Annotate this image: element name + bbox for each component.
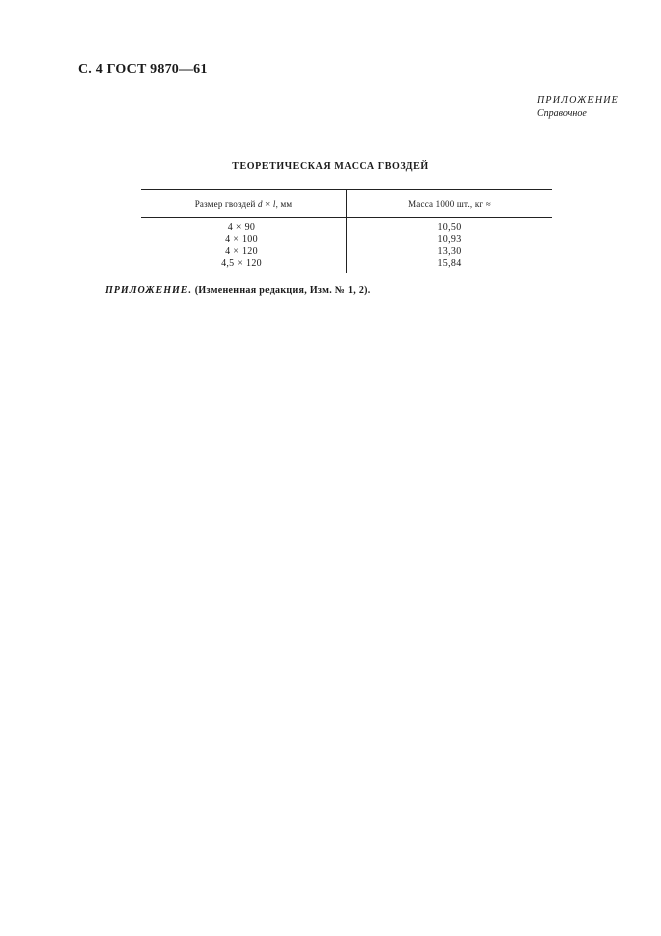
table-row — [141, 246, 552, 258]
column-header-size — [141, 190, 347, 218]
cell-size: 4,5 × 120 — [141, 258, 347, 273]
table-header-row — [141, 190, 552, 218]
cell-size: 4 × 100 — [141, 234, 347, 246]
column-header-mass: Масса 1000 шт., кг ≈ — [347, 190, 553, 218]
size-header-l: l — [272, 198, 276, 209]
size-header-prefix: Размер гвоздей — [194, 198, 258, 209]
appendix-title: ПРИЛОЖЕНИЕ — [537, 95, 619, 106]
cell-size: 4 × 90 — [141, 218, 347, 235]
amendment-note-text: (Измененная редакция, Изм. № 1, 2). — [191, 285, 371, 296]
nail-mass-table — [141, 189, 552, 273]
cell-mass: 10,50 — [437, 222, 462, 233]
table-row — [141, 258, 552, 273]
cell-mass: 13,30 — [437, 246, 462, 257]
size-header-times: × — [262, 198, 273, 209]
cell-size: 4 × 120 — [141, 246, 347, 258]
amendment-note-label: ПРИЛОЖЕНИЕ. — [105, 285, 192, 296]
cell-mass: 15,84 — [437, 258, 462, 269]
nail-mass-table-wrapper — [141, 189, 552, 273]
appendix-subtitle: Справочное — [537, 108, 587, 119]
size-header-d: d — [257, 198, 263, 209]
appendix-label-block — [537, 94, 619, 120]
size-header-unit: , мм — [275, 198, 293, 209]
table-row — [141, 218, 552, 235]
table-title: ТЕОРЕТИЧЕСКАЯ МАССА ГВОЗДЕЙ — [232, 161, 429, 172]
cell-mass: 10,93 — [437, 234, 462, 245]
amendment-note — [105, 285, 371, 296]
page-header: С. 4 ГОСТ 9870—61 — [78, 62, 208, 77]
table-row — [141, 234, 552, 246]
